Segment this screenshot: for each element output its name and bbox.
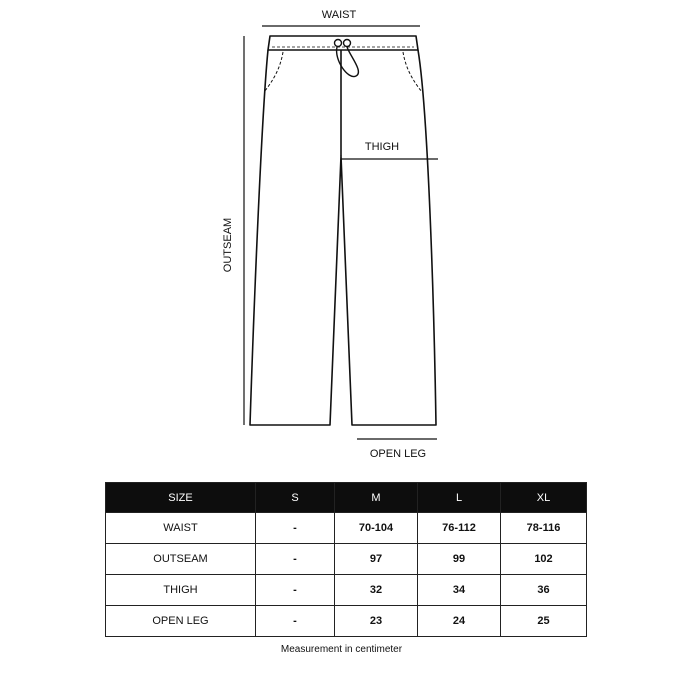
- waist-label: WAIST: [321, 9, 357, 21]
- pants-outline: [250, 36, 436, 425]
- size-chart-table: [105, 482, 587, 637]
- table-cell: 34: [418, 575, 501, 606]
- table-row: [106, 513, 587, 544]
- table-cell: 97: [335, 544, 418, 575]
- table-row: [106, 606, 587, 637]
- table-header-row: [106, 483, 587, 513]
- row-label-thigh: THIGH: [106, 575, 256, 606]
- row-label-waist: WAIST: [106, 513, 256, 544]
- table-cell: -: [256, 513, 335, 544]
- table-cell: 78-116: [501, 513, 587, 544]
- header-cell-m: M: [335, 483, 418, 513]
- row-label-outseam: OUTSEAM: [106, 544, 256, 575]
- table-cell: 25: [501, 606, 587, 637]
- table-cell: -: [256, 606, 335, 637]
- table-row: [106, 575, 587, 606]
- table-cell: -: [256, 575, 335, 606]
- table-row: [106, 544, 587, 575]
- open-leg-label: OPEN LEG: [369, 448, 427, 460]
- table-cell: 32: [335, 575, 418, 606]
- drawstring-icon: [335, 40, 359, 77]
- outseam-label: OUTSEAM: [222, 217, 234, 273]
- table-cell: 24: [418, 606, 501, 637]
- table-cell: 99: [418, 544, 501, 575]
- row-label-open-leg: OPEN LEG: [106, 606, 256, 637]
- header-cell-l: L: [418, 483, 501, 513]
- measurement-footnote: Measurement in centimeter: [280, 644, 403, 655]
- table-cell: 102: [501, 544, 587, 575]
- header-cell-s: S: [256, 483, 335, 513]
- table-cell: 70-104: [335, 513, 418, 544]
- thigh-label: THIGH: [364, 141, 400, 153]
- header-cell-xl: XL: [501, 483, 587, 513]
- table-cell: 76-112: [418, 513, 501, 544]
- table-cell: -: [256, 544, 335, 575]
- header-cell-size: SIZE: [106, 483, 256, 513]
- table-cell: 36: [501, 575, 587, 606]
- table-cell: 23: [335, 606, 418, 637]
